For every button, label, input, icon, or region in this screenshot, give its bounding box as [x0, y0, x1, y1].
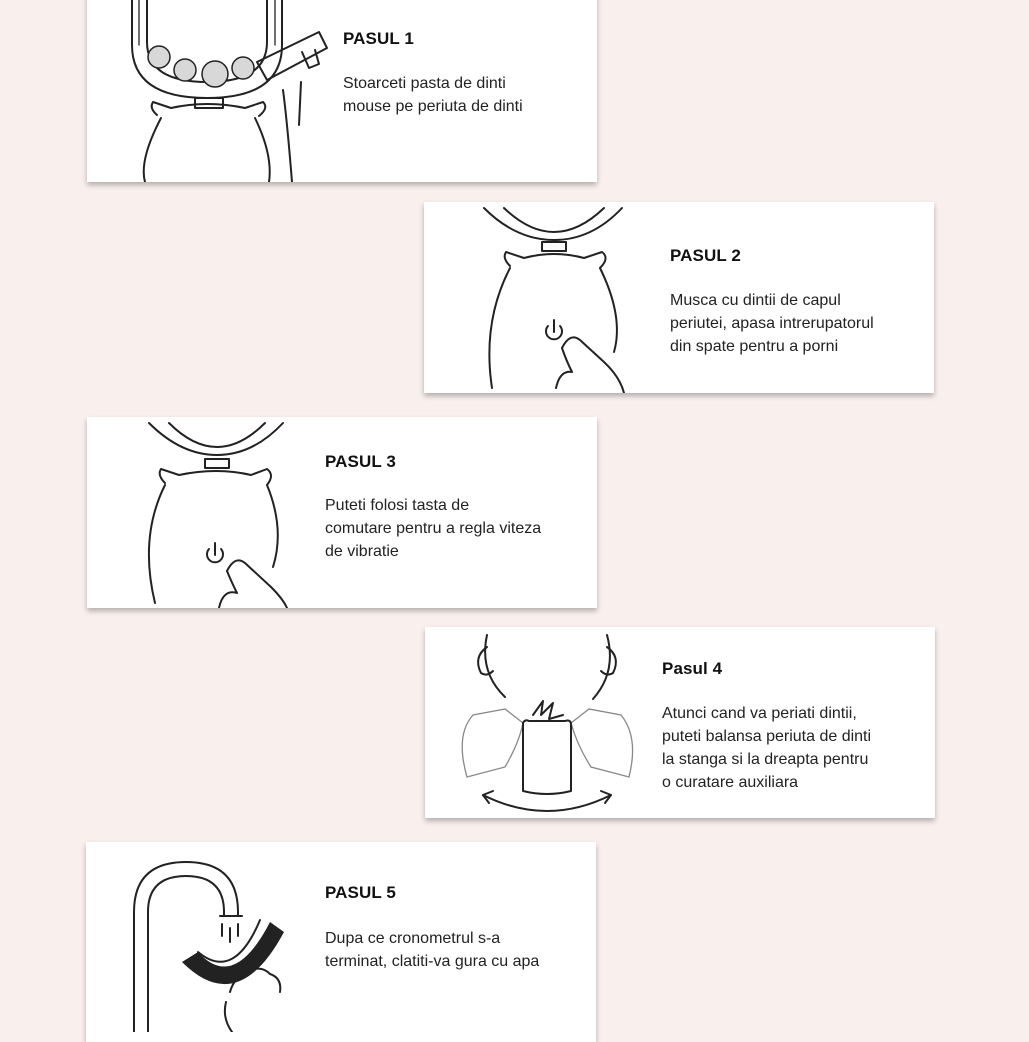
step-title: PASUL 1 [343, 29, 414, 48]
step-description-line: din spate pentru a porni [670, 338, 839, 355]
step-description-line: mouse pe periuta de dinti [343, 98, 523, 115]
step-description-line: comutare pentru a regla viteza [325, 520, 542, 537]
step-card-5 [86, 842, 596, 1042]
step-title: PASUL 2 [670, 246, 741, 265]
step-description-line: o curatare auxiliara [662, 774, 799, 791]
step-description-line: puteti balansa periuta de dinti [662, 728, 872, 745]
step-description [662, 702, 871, 794]
swing-brush-icon [425, 627, 660, 818]
step-description-line: Musca cu dintii de capul [670, 292, 841, 309]
step-card-2 [424, 202, 934, 393]
step-description [325, 927, 539, 973]
step-title: Pasul 4 [662, 659, 723, 678]
step-description [325, 494, 541, 563]
step-description-line: Atunci cand va periati dintii, [662, 705, 857, 722]
step-description [670, 289, 874, 358]
step-description-line: Puteti folosi tasta de [325, 497, 470, 514]
step-card-3 [87, 417, 597, 608]
step-description [343, 72, 523, 118]
step-description-line: periutei, apasa intrerupatorul [670, 315, 874, 332]
step-description-line: terminat, clatiti-va gura cu apa [325, 953, 540, 970]
step-description-line: de vibratie [325, 543, 399, 560]
step-title: PASUL 3 [325, 452, 396, 471]
step-card-1 [87, 0, 597, 182]
step-card-4 [425, 627, 935, 818]
rinse-faucet-icon [86, 842, 321, 1032]
power-button-press-icon [424, 202, 664, 393]
step-description-line: Stoarceti pasta de dinti [343, 75, 506, 92]
toothbrush-paste-icon [87, 0, 337, 182]
speed-switch-icon [87, 417, 322, 608]
step-description-line: la stanga si la dreapta pentru [662, 751, 869, 768]
step-title: PASUL 5 [325, 883, 396, 902]
step-description-line: Dupa ce cronometrul s-a [325, 930, 501, 947]
